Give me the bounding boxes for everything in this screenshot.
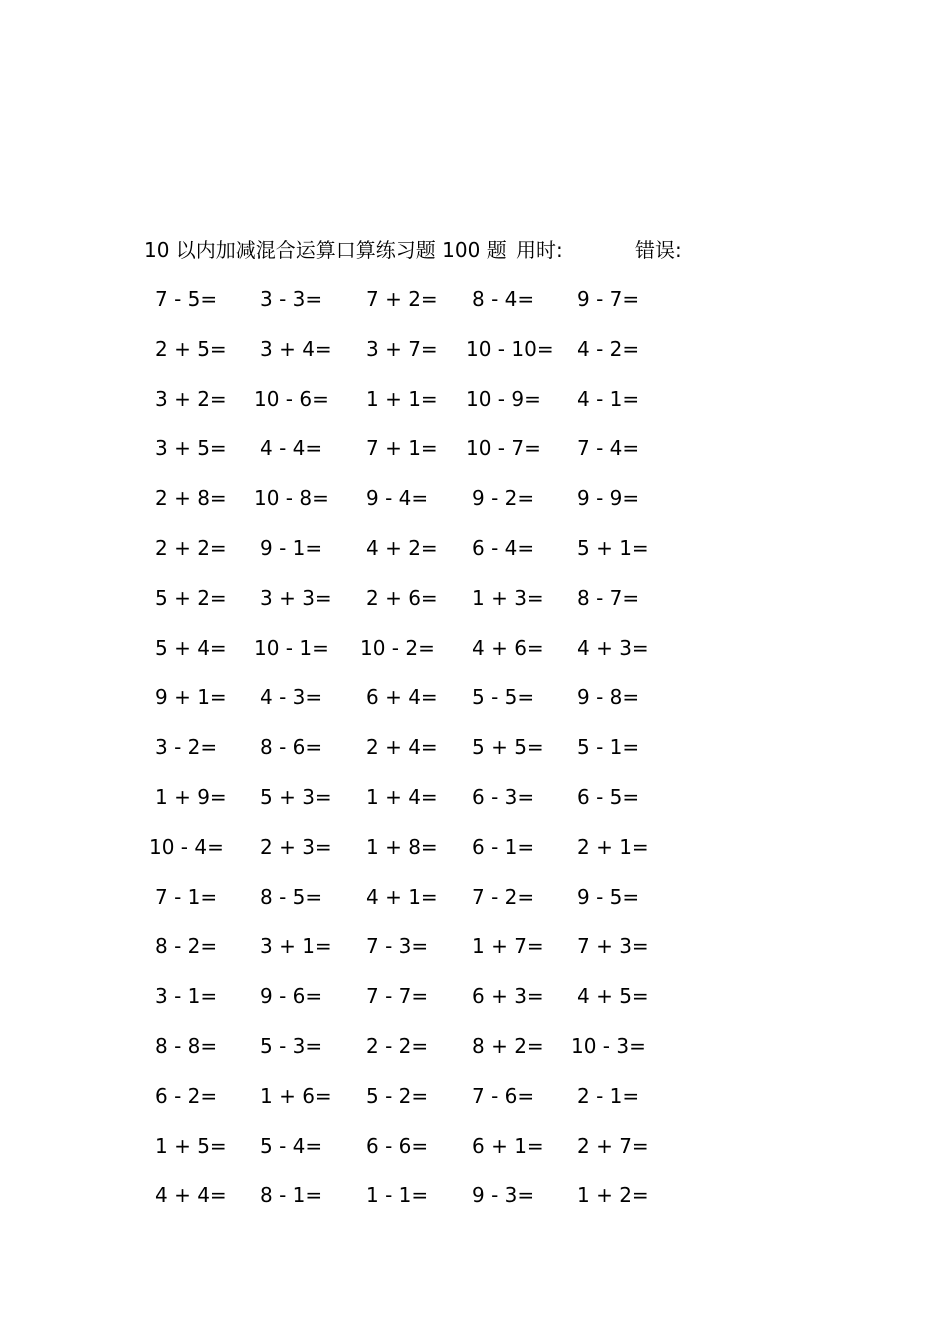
problem-row	[150, 781, 710, 831]
time-label: 用时:	[516, 238, 563, 262]
problem-item: 10 - 8=	[254, 486, 329, 511]
problem-item: 9 - 2=	[472, 486, 535, 511]
problem-item: 2 - 2=	[366, 1033, 429, 1058]
problem-item: 8 + 2=	[472, 1033, 544, 1058]
problem-row	[150, 930, 710, 980]
problem-item: 2 + 3=	[260, 834, 332, 859]
problem-item: 7 - 6=	[472, 1083, 535, 1108]
problem-item: 9 - 7=	[577, 287, 640, 311]
problem-row	[150, 1030, 710, 1080]
problem-item: 4 + 2=	[366, 535, 438, 560]
problem-item: 10 - 1=	[254, 635, 329, 660]
problem-item: 10 - 2=	[360, 635, 435, 660]
problem-item: 2 + 1=	[577, 834, 649, 859]
problem-item: 2 + 2=	[155, 535, 227, 560]
problem-grid	[150, 283, 710, 1229]
problem-item: 4 + 4=	[155, 1183, 227, 1208]
problem-item: 4 + 1=	[366, 884, 438, 909]
problem-item: 3 - 1=	[155, 984, 218, 1009]
problem-item: 7 - 2=	[472, 884, 535, 909]
problem-item: 9 - 5=	[577, 884, 640, 909]
problem-item: 10 - 10=	[466, 336, 554, 361]
problem-item: 9 - 6=	[260, 984, 323, 1009]
problem-item: 5 - 2=	[366, 1083, 429, 1108]
problem-item: 7 + 1=	[366, 436, 438, 461]
problem-item: 1 + 3=	[472, 585, 544, 610]
problem-item: 1 + 6=	[260, 1083, 332, 1108]
problem-item: 3 - 3=	[260, 287, 323, 311]
worksheet-title: 10 以内加减混合运算口算练习题 100 题	[144, 238, 507, 262]
problem-item: 3 + 4=	[260, 336, 332, 361]
problem-item: 10 - 4=	[149, 834, 224, 859]
problem-item: 9 - 8=	[577, 685, 640, 710]
problem-item: 5 - 1=	[577, 735, 640, 760]
problem-item: 4 - 3=	[260, 685, 323, 710]
problem-item: 5 + 2=	[155, 585, 227, 610]
problem-item: 1 + 7=	[472, 934, 544, 959]
problem-item: 5 - 5=	[472, 685, 535, 710]
problem-item: 10 - 3=	[571, 1033, 646, 1058]
problem-row	[150, 1179, 710, 1229]
problem-item: 7 - 5=	[155, 287, 218, 311]
problem-item: 8 - 6=	[260, 735, 323, 760]
problem-item: 1 + 1=	[366, 386, 438, 411]
problem-item: 2 + 8=	[155, 486, 227, 511]
problem-item: 2 + 7=	[577, 1133, 649, 1158]
problem-row	[150, 831, 710, 881]
problem-item: 2 + 6=	[366, 585, 438, 610]
problem-item: 3 + 7=	[366, 336, 438, 361]
problem-row	[150, 532, 710, 582]
problem-item: 8 - 4=	[472, 287, 535, 311]
problem-item: 4 + 3=	[577, 635, 649, 660]
problem-row	[150, 731, 710, 781]
problem-item: 6 + 4=	[366, 685, 438, 710]
problem-item: 7 - 7=	[366, 984, 429, 1009]
problem-item: 6 - 4=	[472, 535, 535, 560]
problem-item: 6 - 5=	[577, 784, 640, 809]
problem-item: 7 - 3=	[366, 934, 429, 959]
problem-item: 9 - 4=	[366, 486, 429, 511]
problem-item: 9 - 9=	[577, 486, 640, 511]
errors-label: 错误:	[635, 238, 682, 262]
problem-item: 2 + 5=	[155, 336, 227, 361]
problem-item: 2 + 4=	[366, 735, 438, 760]
problem-item: 1 - 1=	[366, 1183, 429, 1208]
problem-item: 6 + 3=	[472, 984, 544, 1009]
problem-item: 4 - 4=	[260, 436, 323, 461]
problem-item: 10 - 9=	[466, 386, 541, 411]
problem-item: 7 - 1=	[155, 884, 218, 909]
problem-row	[150, 881, 710, 931]
problem-item: 1 + 2=	[577, 1183, 649, 1208]
problem-item: 9 + 1=	[155, 685, 227, 710]
problem-item: 6 - 1=	[472, 834, 535, 859]
problem-item: 7 + 2=	[366, 287, 438, 311]
problem-row	[150, 582, 710, 632]
problem-item: 9 - 1=	[260, 535, 323, 560]
problem-item: 6 - 6=	[366, 1133, 429, 1158]
problem-item: 3 + 2=	[155, 386, 227, 411]
problem-row	[150, 432, 710, 482]
problem-row	[150, 1080, 710, 1130]
problem-item: 5 - 3=	[260, 1033, 323, 1058]
problem-row	[150, 482, 710, 532]
problem-item: 2 - 1=	[577, 1083, 640, 1108]
problem-row	[150, 632, 710, 682]
problem-item: 8 - 7=	[577, 585, 640, 610]
problem-row	[150, 283, 710, 333]
problem-item: 1 + 4=	[366, 784, 438, 809]
problem-item: 7 - 4=	[577, 436, 640, 461]
problem-item: 4 - 1=	[577, 386, 640, 411]
problem-item: 3 + 5=	[155, 436, 227, 461]
problem-row	[150, 681, 710, 731]
problem-item: 4 - 2=	[577, 336, 640, 361]
problem-item: 6 + 1=	[472, 1133, 544, 1158]
problem-item: 7 + 3=	[577, 934, 649, 959]
problem-item: 8 - 5=	[260, 884, 323, 909]
problem-item: 4 + 6=	[472, 635, 544, 660]
problem-item: 1 + 5=	[155, 1133, 227, 1158]
problem-item: 5 + 3=	[260, 784, 332, 809]
problem-item: 8 - 1=	[260, 1183, 323, 1208]
problem-item: 5 + 4=	[155, 635, 227, 660]
problem-item: 8 - 8=	[155, 1033, 218, 1058]
problem-item: 10 - 6=	[254, 386, 329, 411]
problem-item: 5 + 5=	[472, 735, 544, 760]
problem-item: 5 - 4=	[260, 1133, 323, 1158]
problem-item: 3 + 1=	[260, 934, 332, 959]
problem-item: 5 + 1=	[577, 535, 649, 560]
problem-row	[150, 1130, 710, 1180]
problem-item: 6 - 3=	[472, 784, 535, 809]
problem-item: 8 - 2=	[155, 934, 218, 959]
problem-item: 1 + 9=	[155, 784, 227, 809]
problem-item: 4 + 5=	[577, 984, 649, 1009]
problem-item: 10 - 7=	[466, 436, 541, 461]
problem-item: 3 - 2=	[155, 735, 218, 760]
problem-item: 3 + 3=	[260, 585, 332, 610]
problem-row	[150, 980, 710, 1030]
problem-item: 6 - 2=	[155, 1083, 218, 1108]
problem-item: 9 - 3=	[472, 1183, 535, 1208]
problem-item: 1 + 8=	[366, 834, 438, 859]
problem-row	[150, 333, 710, 383]
problem-row	[150, 383, 710, 433]
